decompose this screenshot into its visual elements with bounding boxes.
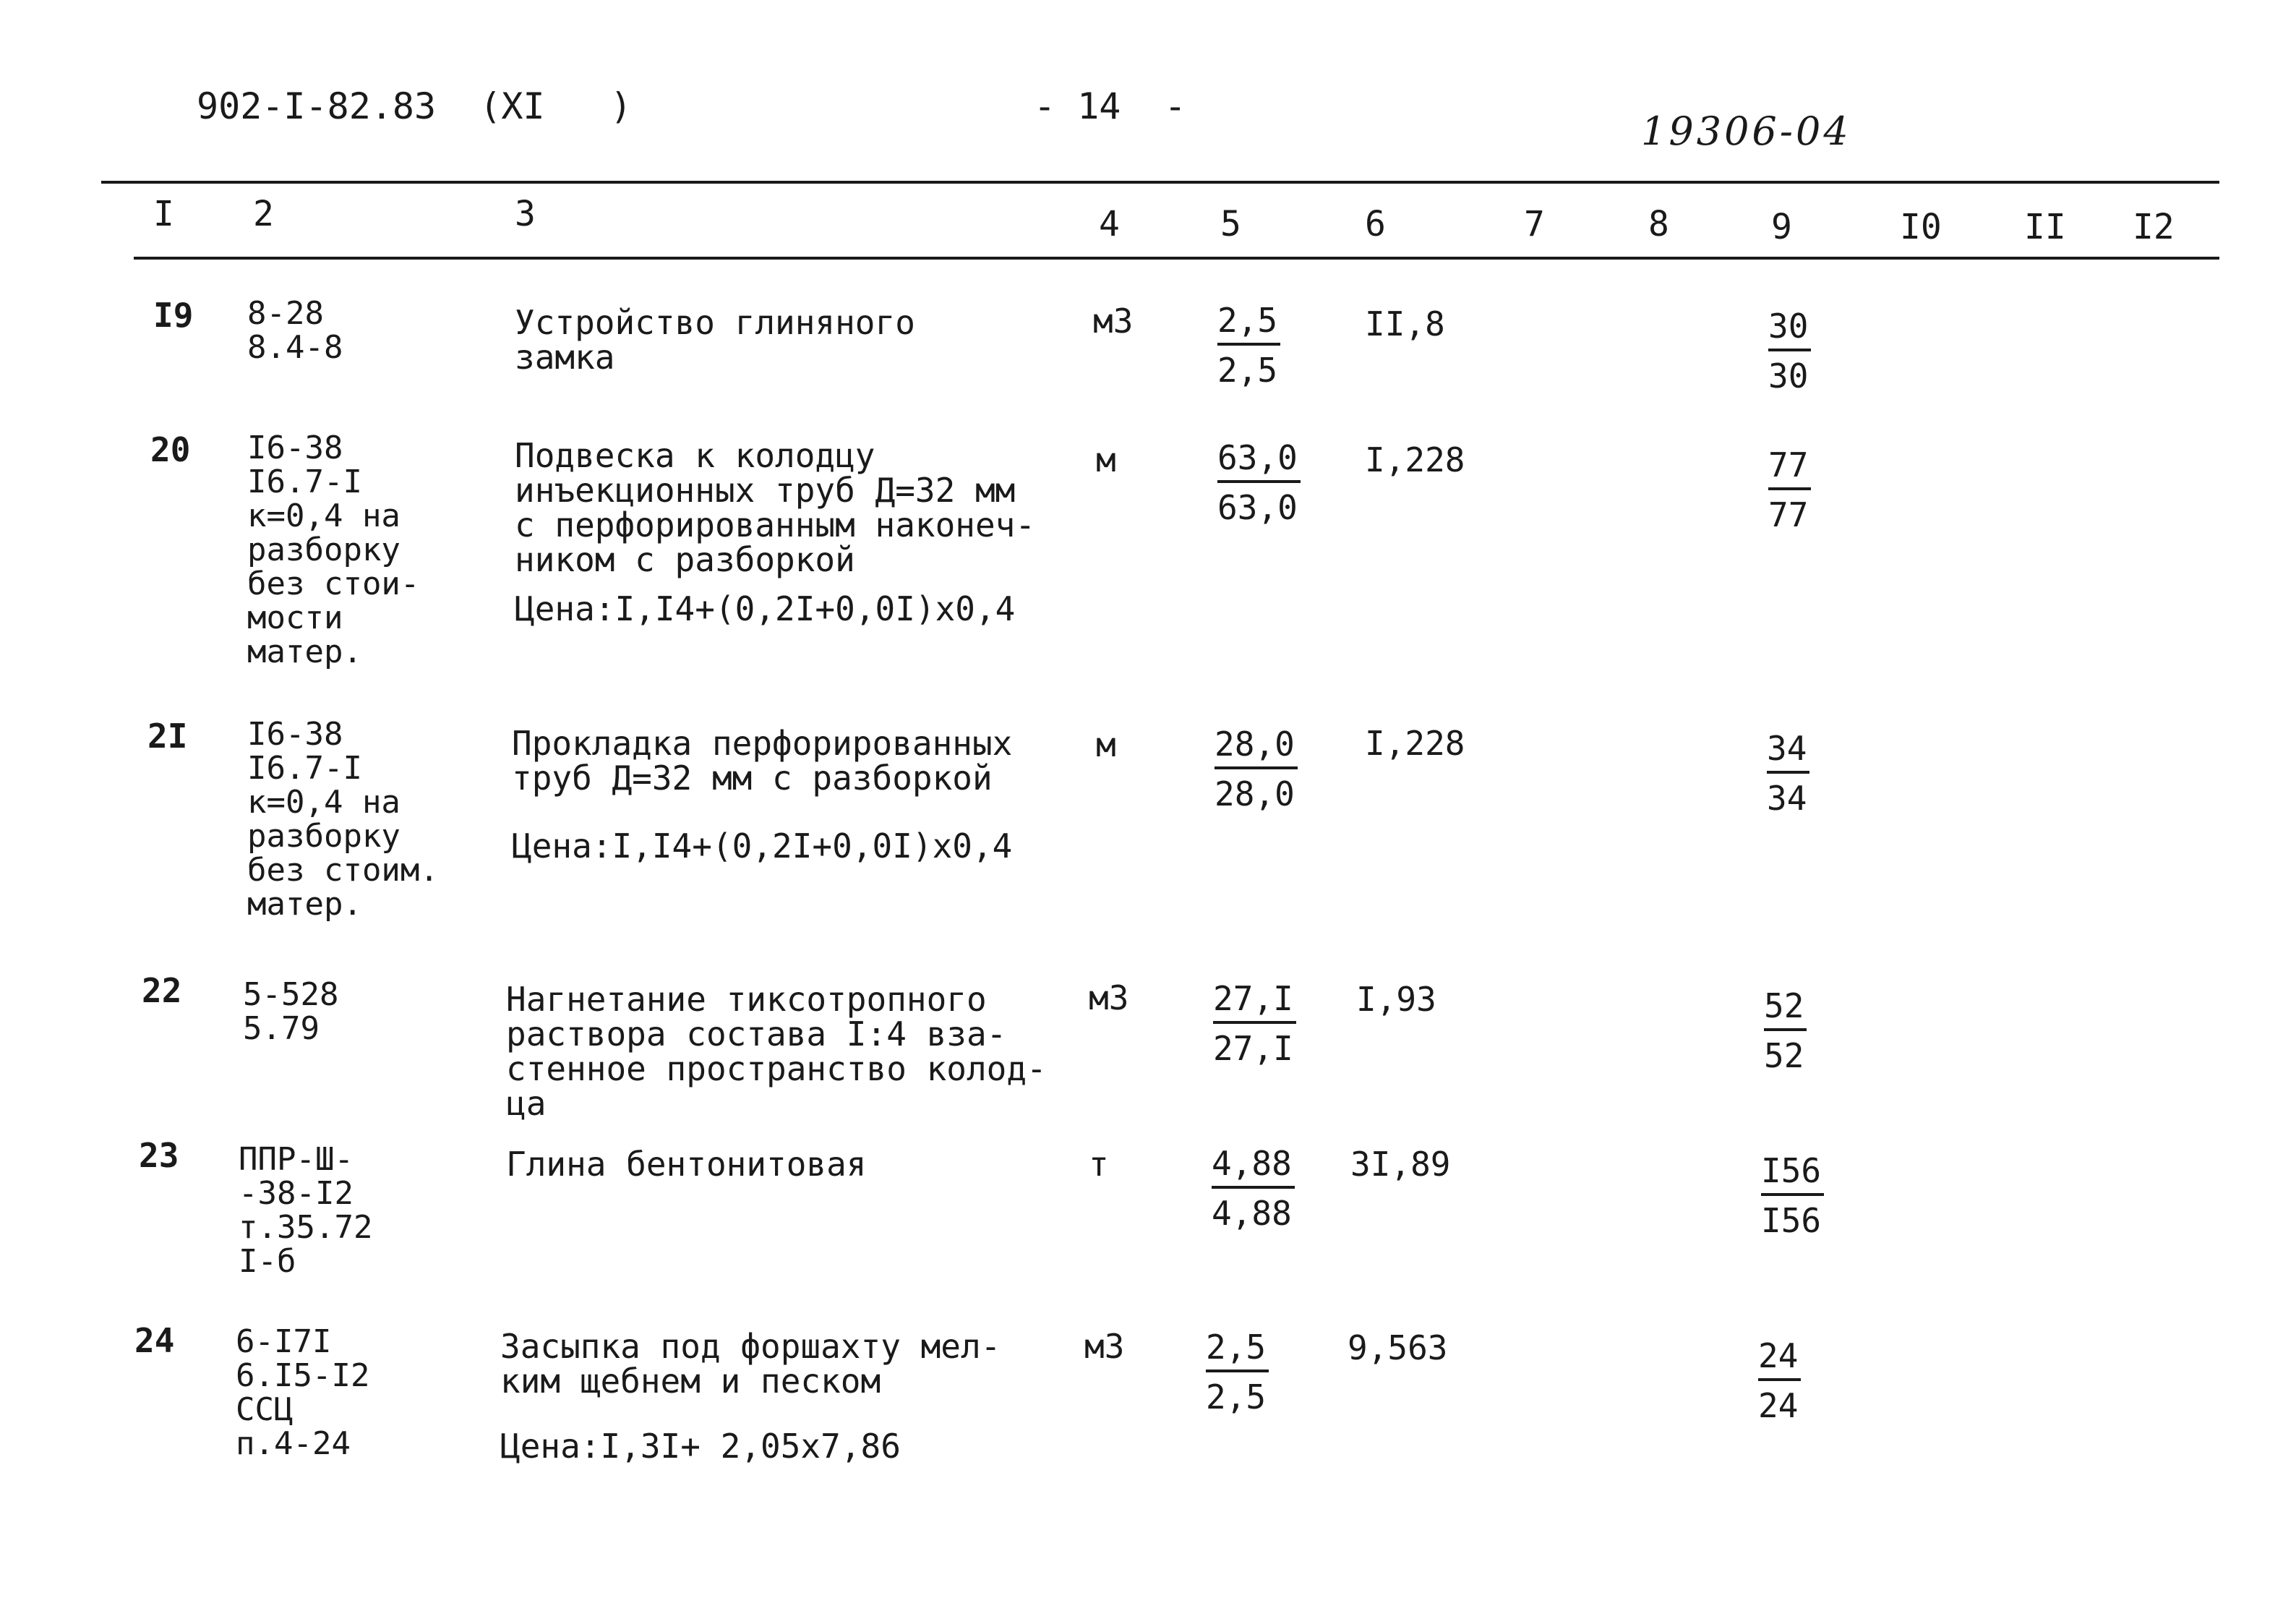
quantity-fraction <box>1215 725 1298 814</box>
cost-top: 24 <box>1758 1338 1801 1381</box>
quantity-fraction <box>1217 301 1280 390</box>
row-number: 22 <box>142 971 182 1010</box>
unit: м3 <box>1093 302 1134 341</box>
cost-top: 30 <box>1768 308 1811 351</box>
work-description: Нагнетание тиксотропного раствора состава I:4 вза- стенное пространство колод- ца <box>506 980 1047 1123</box>
cost-fraction <box>1768 445 1811 535</box>
column-header: 3 <box>515 194 536 234</box>
quantity-fraction <box>1212 1144 1295 1234</box>
column-header: I2 <box>2133 207 2175 247</box>
unit: м <box>1096 440 1116 479</box>
row-number: 23 <box>139 1136 179 1175</box>
cost-fraction <box>1767 729 1809 819</box>
unit-price: I,228 <box>1365 724 1465 763</box>
quantity-fraction <box>1206 1328 1269 1417</box>
work-description: Засыпка под форшахту мел- ким щебнем и песком <box>500 1327 1001 1401</box>
cost-top: 52 <box>1764 988 1807 1031</box>
norm-code: 6-I7I 6.I5-I2 ССЦ п.4-24 <box>236 1323 370 1462</box>
cost-fraction <box>1764 986 1807 1076</box>
norm-code: ППР-Ш- -38-I2 т.35.72 I-б <box>239 1141 373 1280</box>
document-code: 902-I-82.83 (XI ) <box>197 85 633 127</box>
unit-price: I,93 <box>1356 980 1436 1019</box>
work-description: Подвеска к колодцу инъекционных труб Д=32 мм с перфорированным наконеч- ником с разборкой <box>515 436 1036 579</box>
norm-code: 5-528 5.79 <box>243 976 339 1047</box>
cost-bottom: I56 <box>1761 1201 1822 1240</box>
cost-bottom: 34 <box>1767 779 1807 818</box>
column-header: 7 <box>1524 204 1545 244</box>
work-description: Глина бентонитовая <box>506 1145 867 1184</box>
cost-top: I56 <box>1761 1153 1824 1196</box>
column-header: I <box>153 194 174 234</box>
quantity-top: 2,5 <box>1217 302 1280 346</box>
unit: м3 <box>1084 1327 1125 1366</box>
quantity-top: 63,0 <box>1217 440 1301 483</box>
unit-price: 9,563 <box>1348 1328 1448 1367</box>
inventory-number: 19306-04 <box>1641 108 1851 154</box>
work-description: Прокладка перфорированных труб Д=32 мм с разборкой <box>512 724 1013 798</box>
cost-top: 34 <box>1767 730 1809 774</box>
quantity-bottom: 63,0 <box>1217 488 1298 527</box>
quantity-bottom: 4,88 <box>1212 1194 1292 1233</box>
unit-price: II,8 <box>1365 304 1445 343</box>
unit: т <box>1089 1145 1109 1184</box>
work-description: Устройство глиняного замка <box>515 303 915 377</box>
norm-code: I6-38 I6.7-I к=0,4 на разборку без стои- мости матер. <box>247 430 420 670</box>
column-header: 4 <box>1099 204 1120 244</box>
column-header: 9 <box>1771 207 1792 247</box>
column-header: I0 <box>1900 207 1942 247</box>
row-number: 24 <box>134 1321 175 1360</box>
column-header: 5 <box>1220 204 1241 244</box>
norm-code: I6-38 I6.7-I к=0,4 на разборку без стоим. матер. <box>247 716 439 923</box>
cost-bottom: 77 <box>1768 495 1809 534</box>
cost-fraction <box>1761 1151 1824 1241</box>
price-formula: Цена:I,I4+(0,2I+0,0I)x0,4 <box>515 589 1016 628</box>
unit: м3 <box>1089 978 1129 1017</box>
quantity-top: 4,88 <box>1212 1145 1295 1189</box>
quantity-fraction <box>1213 979 1296 1069</box>
cost-fraction <box>1768 307 1811 396</box>
quantity-bottom: 28,0 <box>1215 774 1295 813</box>
row-number: I9 <box>153 296 194 335</box>
quantity-fraction <box>1217 438 1301 528</box>
quantity-top: 2,5 <box>1206 1329 1269 1372</box>
cost-fraction <box>1758 1336 1801 1426</box>
quantity-bottom: 2,5 <box>1217 351 1278 390</box>
cost-bottom: 24 <box>1758 1386 1799 1425</box>
page-number: - 14 - <box>1034 85 1186 127</box>
quantity-bottom: 2,5 <box>1206 1377 1267 1417</box>
quantity-bottom: 27,I <box>1213 1029 1293 1068</box>
row-number: 20 <box>150 430 191 469</box>
cost-bottom: 52 <box>1764 1036 1804 1075</box>
unit-price: I,228 <box>1365 440 1465 479</box>
quantity-top: 27,I <box>1213 980 1296 1024</box>
column-header: 8 <box>1648 204 1669 244</box>
row-number: 2I <box>147 717 188 756</box>
norm-code: 8-28 8.4-8 <box>247 295 343 366</box>
cost-top: 77 <box>1768 447 1811 490</box>
column-header: II <box>2024 207 2066 247</box>
unit: м <box>1096 725 1116 764</box>
table-top-rule <box>101 181 2219 184</box>
quantity-top: 28,0 <box>1215 726 1298 769</box>
column-header: 2 <box>253 194 274 234</box>
price-formula: Цена:I,3I+ 2,05x7,86 <box>500 1427 901 1466</box>
unit-price: 3I,89 <box>1350 1145 1451 1184</box>
price-formula: Цена:I,I4+(0,2I+0,0I)x0,4 <box>512 826 1013 866</box>
column-header: 6 <box>1365 204 1386 244</box>
cost-bottom: 30 <box>1768 356 1809 396</box>
table-header-rule <box>134 257 2219 260</box>
